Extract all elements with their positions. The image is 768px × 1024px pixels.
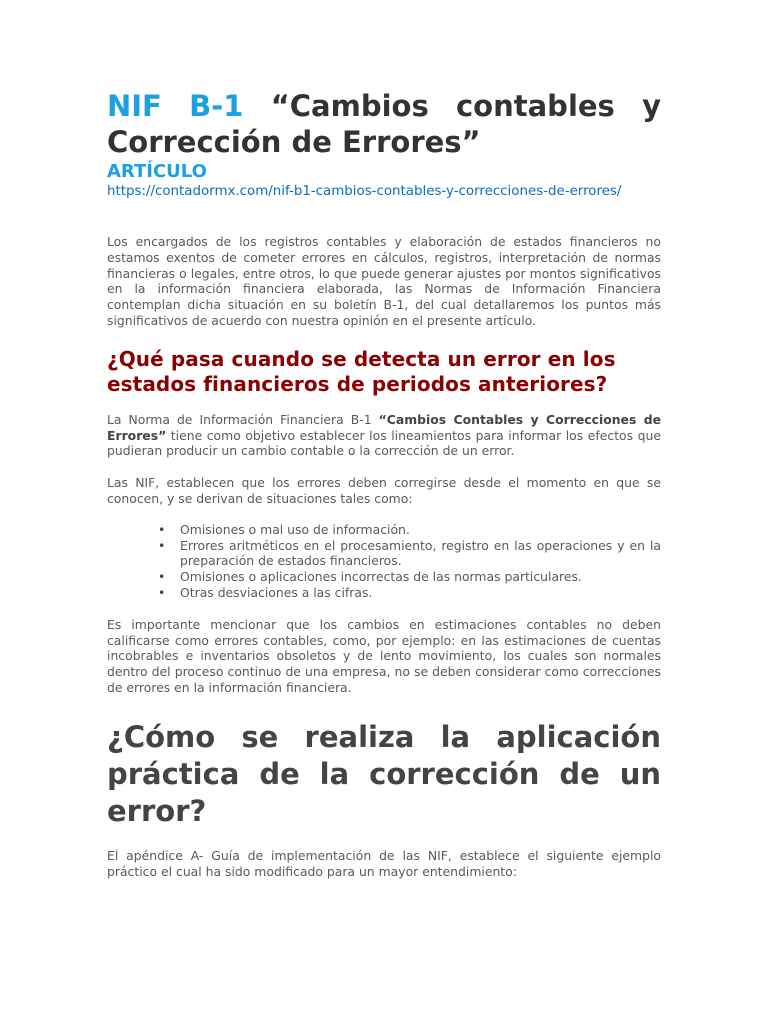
- list-item: • Omisiones o mal uso de información.: [180, 522, 661, 538]
- article-url-link[interactable]: https://contadormx.com/nif-b1-cambios-contables-y-correcciones-de-errores/: [107, 184, 622, 199]
- norma-paragraph: [107, 412, 661, 459]
- estimates-paragraph: Es importante mencionar que los cambios en estimaciones contables no deben calificarse como errores contables, como, por ejemplo: en las estimaciones de cuentas incobrables e inventarios obsoletos y de lento movimiento, los cuales son normales dentro del proceso continuo de una empresa, no se deben considerar como correcciones de errores en la información financiera.: [107, 616, 661, 695]
- document-page: [107, 0, 661, 879]
- norma-text-end: tiene como objetivo establecer los lineamientos para informar los efectos que pudieran producir un cambio contable o la corrección de un error.: [107, 427, 661, 459]
- norma-bold-title: “Cambios Contables y Correcciones de Errores”: [107, 411, 661, 443]
- apendice-paragraph: El apéndice A- Guía de implementación de las NIF, establece el siguiente ejemplo práctico el cual ha sido modificado para un mayor entendimiento:: [107, 847, 661, 879]
- article-title: [107, 88, 661, 160]
- title-text: “Cambios contables y Corrección de Errores”: [107, 89, 661, 159]
- list-item: • Otras desviaciones a las cifras.: [180, 585, 661, 601]
- error-sources-list: [107, 522, 661, 601]
- article-kicker: ARTÍCULO: [107, 161, 207, 182]
- title-code: NIF B-1: [107, 89, 244, 123]
- nif-paragraph: Las NIF, establecen que los errores deben corregirse desde el momento en que se conocen, y se derivan de situaciones tales como:: [107, 475, 661, 506]
- list-item: • Omisiones o aplicaciones incorrectas de las normas particulares.: [180, 569, 661, 585]
- heading-error-detection: ¿Qué pasa cuando se detecta un error en los estados financieros de periodos anteriores?: [107, 346, 616, 396]
- list-item: • Errores aritméticos en el procesamiento, registro en las operaciones y en la preparación de estados financieros.: [180, 538, 661, 570]
- intro-paragraph: Los encargados de los registros contables y elaboración de estados financieros no estamos exentos de cometer errores en cálculos, registros, interpretación de normas financieras o legales, entre otros, lo que puede generar ajustes por montos significativos en la información financiera elaborada, las Normas de Información Financiera contemplan dicha situación en su boletín B-1, del cual detallaremos los puntos más significativos de acuerdo con nuestra opinión en el presente artículo.: [107, 234, 661, 328]
- norma-text-start: La Norma de Información Financiera B-1: [107, 411, 379, 427]
- heading-practical-application: ¿Cómo se realiza la aplicación práctica de la corrección de un error?: [107, 719, 661, 828]
